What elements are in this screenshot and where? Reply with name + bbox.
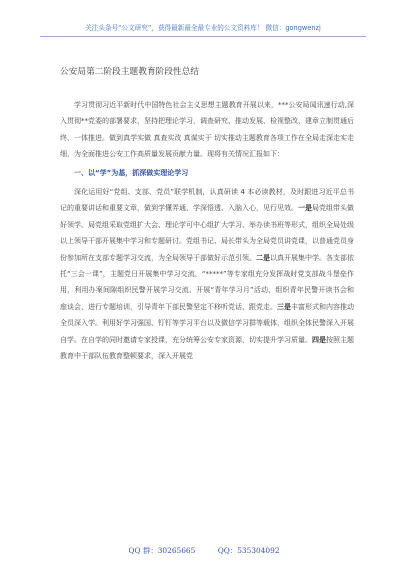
section-1-paragraph <box>60 184 354 364</box>
section-heading-1: 一、以“学”为基，抓深做实理论学习 <box>74 168 189 177</box>
document-body <box>60 97 354 365</box>
point-one-text: 局党组带头做好领学。局党组采取党组扩大会、理论学可中心组扩大学习、举办读书班等形式，组织全局处级以上领导干部开展集中学习和专题研讨。党组书记、局长带头为全局党员讲党课，以普通党员身份参加所在支部专题学习交流，为全局领导干部做好示范引领。 <box>60 204 354 262</box>
footer <box>0 545 408 556</box>
point-three-label: 三是 <box>277 302 291 311</box>
footer-qq: QQ：535304092 <box>217 546 280 555</box>
point-four-label: 四是 <box>312 335 326 344</box>
point-three-text: 丰富形式和内容推动全员深入学。利用好学习强国、钉钉等学习平台以及微信学习群等载体，组织全体民警深入开展自学。在自学的同时邀请专家授课，充分统筹公安专家资源，切实提升学习质量。 <box>60 302 354 344</box>
footer-qq-group: QQ 群：30265665 <box>128 546 196 555</box>
document-title: 公安局第二阶段主题教育阶段性总结 <box>60 67 200 77</box>
point-four-text: 按照主题教育中干部队伍教育整顿要求，深入开展党 <box>60 335 354 361</box>
section-1-lead: 深化运用好“党组、支部、党员”联学机制，认真研读 4 本必读教材，及时跟进习近平总书记的重要讲话和重要文章，做到学懂弄通、学深悟透、入脑入心，见行见效。 <box>60 188 354 213</box>
header-divider <box>40 36 366 37</box>
intro-paragraph: 学习贯彻习近平新时代中国特色社会主义思想主题教育开展以来，***公安局闻讯速行动,深入贯彻**党委的部署要求，坚持把理论学习，调查研究、推动发展、检视整改、建章立制贯通后终、一体推进。做到真学实做 真查实改 真谋实干 切实推动主题教育各项工作在全局走深走实走细，为全面推进公安工作高质量发展贡献力量。现将有关情况汇报如下： <box>60 101 354 159</box>
header-banner: 关注头条号“公文研究”，获得最新最全最专业的公文资料库！ 微信：gongwenzj <box>85 24 321 32</box>
point-two-text: 以真开展集中学。各支部依托“三会一课”，主题党日开展集中学习交流，“*****”等专家组充分发挥战时党支部战斗堡垒作用，利用办案间隙组织民警开展学习交流、开展“青年学习月”活动，组织青年民警开读书会和座谈会，进行专题培训，引导青年下部民警坚定不移听党话，跟党走。 <box>60 253 354 311</box>
point-one-label: 一是 <box>298 204 312 213</box>
point-two-label: 二是 <box>256 253 270 262</box>
